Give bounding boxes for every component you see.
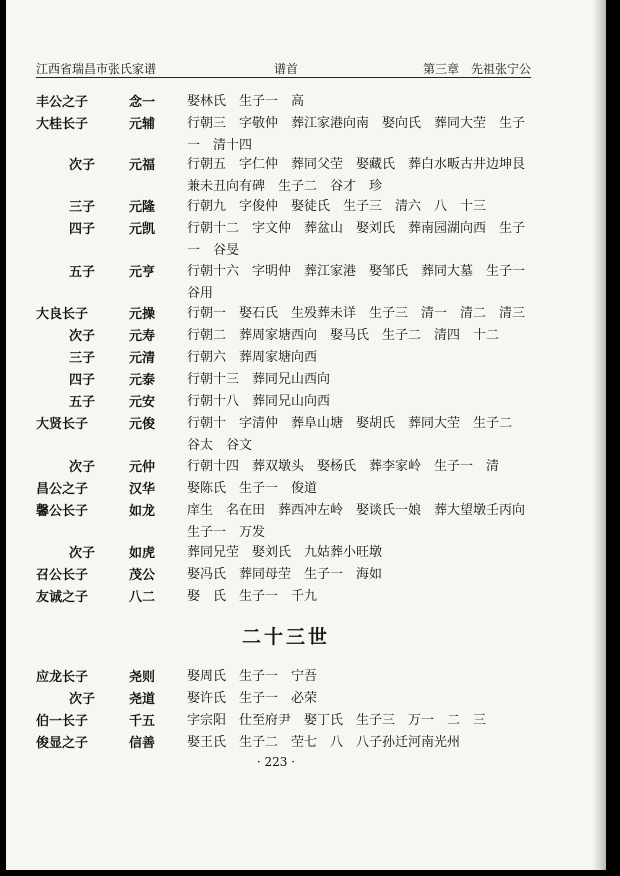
generation-title: 二十三世 xyxy=(241,626,330,648)
entry-relation: 应龙长子 xyxy=(36,670,89,685)
entry-name: 茂公 xyxy=(129,568,156,583)
entry-description: 娶 氏 生子一 千九 xyxy=(187,589,318,604)
header-book-title: 江西省瑞昌市张氏家谱 xyxy=(36,62,157,76)
entry-description: 行朝十三 葬同兄山西向 xyxy=(187,372,331,387)
entry-relation: 丰公之子 xyxy=(36,95,89,110)
entry-name: 元俊 xyxy=(129,417,156,432)
entry-description: 娶许氏 生子一 必荣 xyxy=(187,691,318,706)
entry-name: 元安 xyxy=(129,395,156,410)
entry-relation: 大桂长子 xyxy=(36,117,89,132)
entry-relation: 大良长子 xyxy=(36,307,89,322)
entry-description: 娶陈氏 生子一 俊道 xyxy=(187,481,318,496)
entry-name: 元操 xyxy=(129,307,156,322)
entry-relation: 俊显之子 xyxy=(36,736,89,751)
entry-description: 娶林氏 生子一 高 xyxy=(187,94,305,109)
entry-name: 元福 xyxy=(129,158,156,173)
entry-relation: 次子 xyxy=(69,692,96,707)
entry-description: 行朝十二 字文仲 葬盆山 娶刘氏 葬南园湖向西 生子一 谷旻 xyxy=(187,221,526,258)
entry-name: 元亨 xyxy=(129,265,156,280)
entry-name: 尧道 xyxy=(129,692,156,707)
entry-relation: 友诚之子 xyxy=(36,590,89,605)
entry-relation: 召公长子 xyxy=(36,568,89,583)
entry-relation: 次子 xyxy=(69,546,96,561)
entry-relation: 三子 xyxy=(69,200,96,215)
header-rule xyxy=(36,77,531,78)
entry-name: 千五 xyxy=(129,714,156,729)
entry-name: 八二 xyxy=(129,590,156,605)
entry-name: 信善 xyxy=(129,736,156,751)
entry-name: 元寿 xyxy=(129,329,156,344)
entry-relation: 馨公长子 xyxy=(36,504,89,519)
entry-name: 如龙 xyxy=(129,504,156,519)
entry-name: 元泰 xyxy=(129,373,156,388)
entry-description: 娶冯氏 葬同母茔 生子一 海如 xyxy=(187,567,383,582)
entry-description: 行朝一 娶石氏 生殁葬未详 生子三 清一 清二 清三 xyxy=(187,306,526,321)
header-section: 谱首 xyxy=(274,62,299,76)
entry-relation: 五子 xyxy=(69,395,96,410)
entry-name: 汉华 xyxy=(129,482,156,497)
entry-description: 行朝十 字清仲 葬阜山塘 娶胡氏 葬同大茔 生子二 谷太 谷文 xyxy=(187,416,526,453)
entry-description: 行朝十六 字明仲 葬江家港 娶邹氏 葬同大墓 生子一 谷用 xyxy=(187,264,539,301)
entry-description: 行朝九 字俊仲 娶徒氏 生子三 清六 八 十三 xyxy=(187,199,487,214)
entry-name: 如虎 xyxy=(129,546,156,561)
entry-name: 尧则 xyxy=(129,670,156,685)
page-spine-shadow xyxy=(592,0,606,870)
entry-description: 娶周氏 生子一 宁吾 xyxy=(187,669,318,684)
entry-name: 元仲 xyxy=(129,460,156,475)
entry-description: 行朝五 字仁仲 葬同父茔 娶藏氏 葬白水畈古井边坤艮兼未丑向有碑 生子二 谷才 珍 xyxy=(187,157,526,194)
entry-name: 元清 xyxy=(129,351,156,366)
header-chapter: 第三章 先祖张宁公 xyxy=(422,62,531,76)
entry-name: 元辅 xyxy=(129,117,156,132)
entry-relation: 四子 xyxy=(69,222,96,237)
entry-description: 行朝十八 葬同兄山向西 xyxy=(187,394,331,409)
entry-description: 行朝二 葬周家塘西向 娶马氏 生子二 清四 十二 xyxy=(187,328,500,343)
page-number: · 223 · xyxy=(256,755,296,769)
entry-description: 行朝十四 葬双墩头 娶杨氏 葬李家岭 生子一 清 xyxy=(187,459,500,474)
entry-relation: 昌公之子 xyxy=(36,482,89,497)
running-header xyxy=(36,60,531,76)
entry-relation: 三子 xyxy=(69,351,96,366)
entry-description: 葬同兄茔 娶刘氏 九姑葬小旺墩 xyxy=(187,545,383,560)
entry-description: 行朝三 字敬仲 葬江家港向南 娶向氏 葬同大茔 生子一 清十四 xyxy=(187,116,526,153)
entry-relation: 伯一长子 xyxy=(36,714,89,729)
entry-relation: 次子 xyxy=(69,329,96,344)
entry-relation: 大贤长子 xyxy=(36,417,89,432)
entry-relation: 次子 xyxy=(69,158,96,173)
entry-name: 元隆 xyxy=(129,200,156,215)
entry-description: 庠生 名在田 葬西冲左岭 娶谈氏一娘 葬大望墩壬丙向 生子一 万发 xyxy=(187,503,539,540)
entry-relation: 次子 xyxy=(69,460,96,475)
entry-relation: 五子 xyxy=(69,265,96,280)
entry-relation: 四子 xyxy=(69,373,96,388)
entry-description: 行朝六 葬周家塘向西 xyxy=(187,350,318,365)
entry-name: 念一 xyxy=(129,95,156,110)
entry-name: 元凯 xyxy=(129,222,156,237)
page xyxy=(6,0,606,870)
entry-description: 娶王氏 生子二 茔七 八 八子孙迁河南光州 xyxy=(187,735,461,750)
entry-description: 字宗阳 仕至府尹 娶丁氏 生子三 万一 二 三 xyxy=(187,713,487,728)
